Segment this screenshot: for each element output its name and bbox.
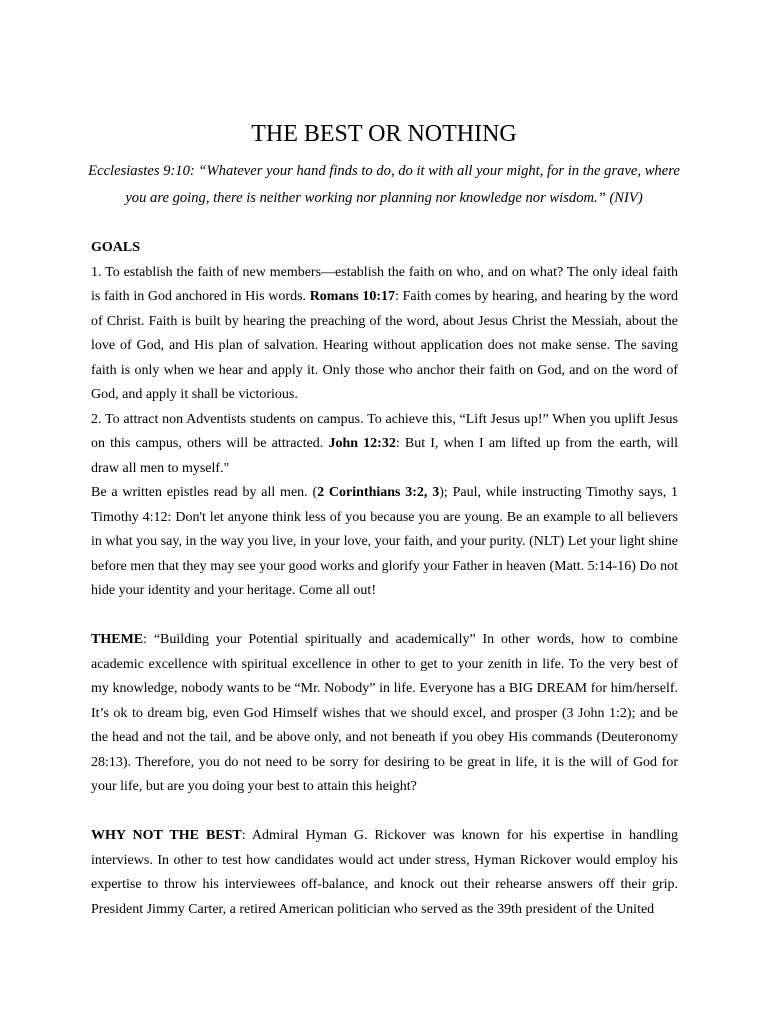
epigraph-quote: Ecclesiastes 9:10: “Whatever your hand finds to do, do it with all your might, for in the grave, where you are going, there is neither working nor planning nor knowledge nor wisdom.” (NIV): [88, 163, 680, 206]
why-not-text: : Admiral Hyman G. Rickover was known for his expertise in handling interviews. In other to test how candidates would act under stress, Hyman Rickover would employ his expertise to throw his interviewees off-balance, and knock out their rehearse answers off their grip. President Jimmy Carter, a retired American politician who served as the 39th president of the United: [91, 828, 678, 917]
theme-text: : “Building your Potential spiritually and academically” In other words, how to combine academic excellence with spiritual excellence in other to get to your zenith in life. To the very best of my knowledge, nobody wants to be “Mr. Nobody” in life. Everyone has a BIG DREAM for him/herself. It’s ok to dream big, even God Himself wishes that we should excel, and prosper (3 John 1:2); and be the head and not the tail, and be above only, and not beneath if you obey His commands (Deuteronomy 28:13). Therefore, you do not need to be sorry for desiring to be great in life, it is the will of God for your life, but are you doing your best to attain this height?: [91, 632, 678, 794]
section-heading-theme: THEME: [91, 632, 144, 647]
scripture-ref-john: John 12:32: [328, 436, 396, 451]
goal-item-1-text-a: 1. To establish the faith of new members—establish the faith on who, and on what? The only ideal faith is faith in God anchored in His words.: [91, 264, 678, 304]
goal-item-3-text-a: Be a written epistles read by all men. (: [91, 485, 318, 500]
theme-paragraph: [91, 628, 678, 800]
document-body: [91, 236, 678, 922]
section-heading-goals: GOALS: [91, 240, 141, 255]
paragraph-gap: [91, 800, 678, 825]
goal-item-1-text-b: : Faith comes by hearing, and hearing by the word of Christ. Faith is built by hearing the preaching of the word, about Jesus Christ the Messiah, about the love of God, and His plan of salvation. Hearing without application does not make sense. The saving faith is only when we hear and apply it. Only those who anchor their faith on God, and on the word of God, and apply it shall be victorious.: [91, 289, 679, 402]
goal-item-2: [91, 408, 678, 482]
goal-item-2-text-b: : But I, when I am lifted up from the earth, will draw all men to myself.": [91, 436, 678, 476]
paragraph-gap: [91, 604, 678, 629]
scripture-ref-romans: Romans 10:17: [309, 289, 396, 304]
goal-item-3-text-b: ); Paul, while instructing Timothy says, 1 Timothy 4:12: Don't let anyone think less of you because you are young. Be an example to all believers in what you say, in the way you live, in your love, your faith, and your purity. (NLT) Let your light shine before men that they may see your good works and glorify your Father in heaven (Matt. 5:14-16) Do not hide your identity and your heritage. Come all out!: [91, 485, 679, 598]
section-heading-why-not: WHY NOT THE BEST: [91, 828, 242, 843]
goal-item-1: [91, 261, 678, 408]
goal-item-2-text-a: 2. To attract non Adventists students on campus. To achieve this, “Lift Jesus up!” When you uplift Jesus on this campus, others will be attracted.: [91, 411, 678, 451]
document-title: THE BEST OR NOTHING: [251, 121, 517, 147]
scripture-ref-corinthians: 2 Corinthians 3:2, 3: [317, 485, 440, 500]
goal-item-3: [91, 481, 678, 604]
why-not-paragraph: [91, 824, 678, 922]
